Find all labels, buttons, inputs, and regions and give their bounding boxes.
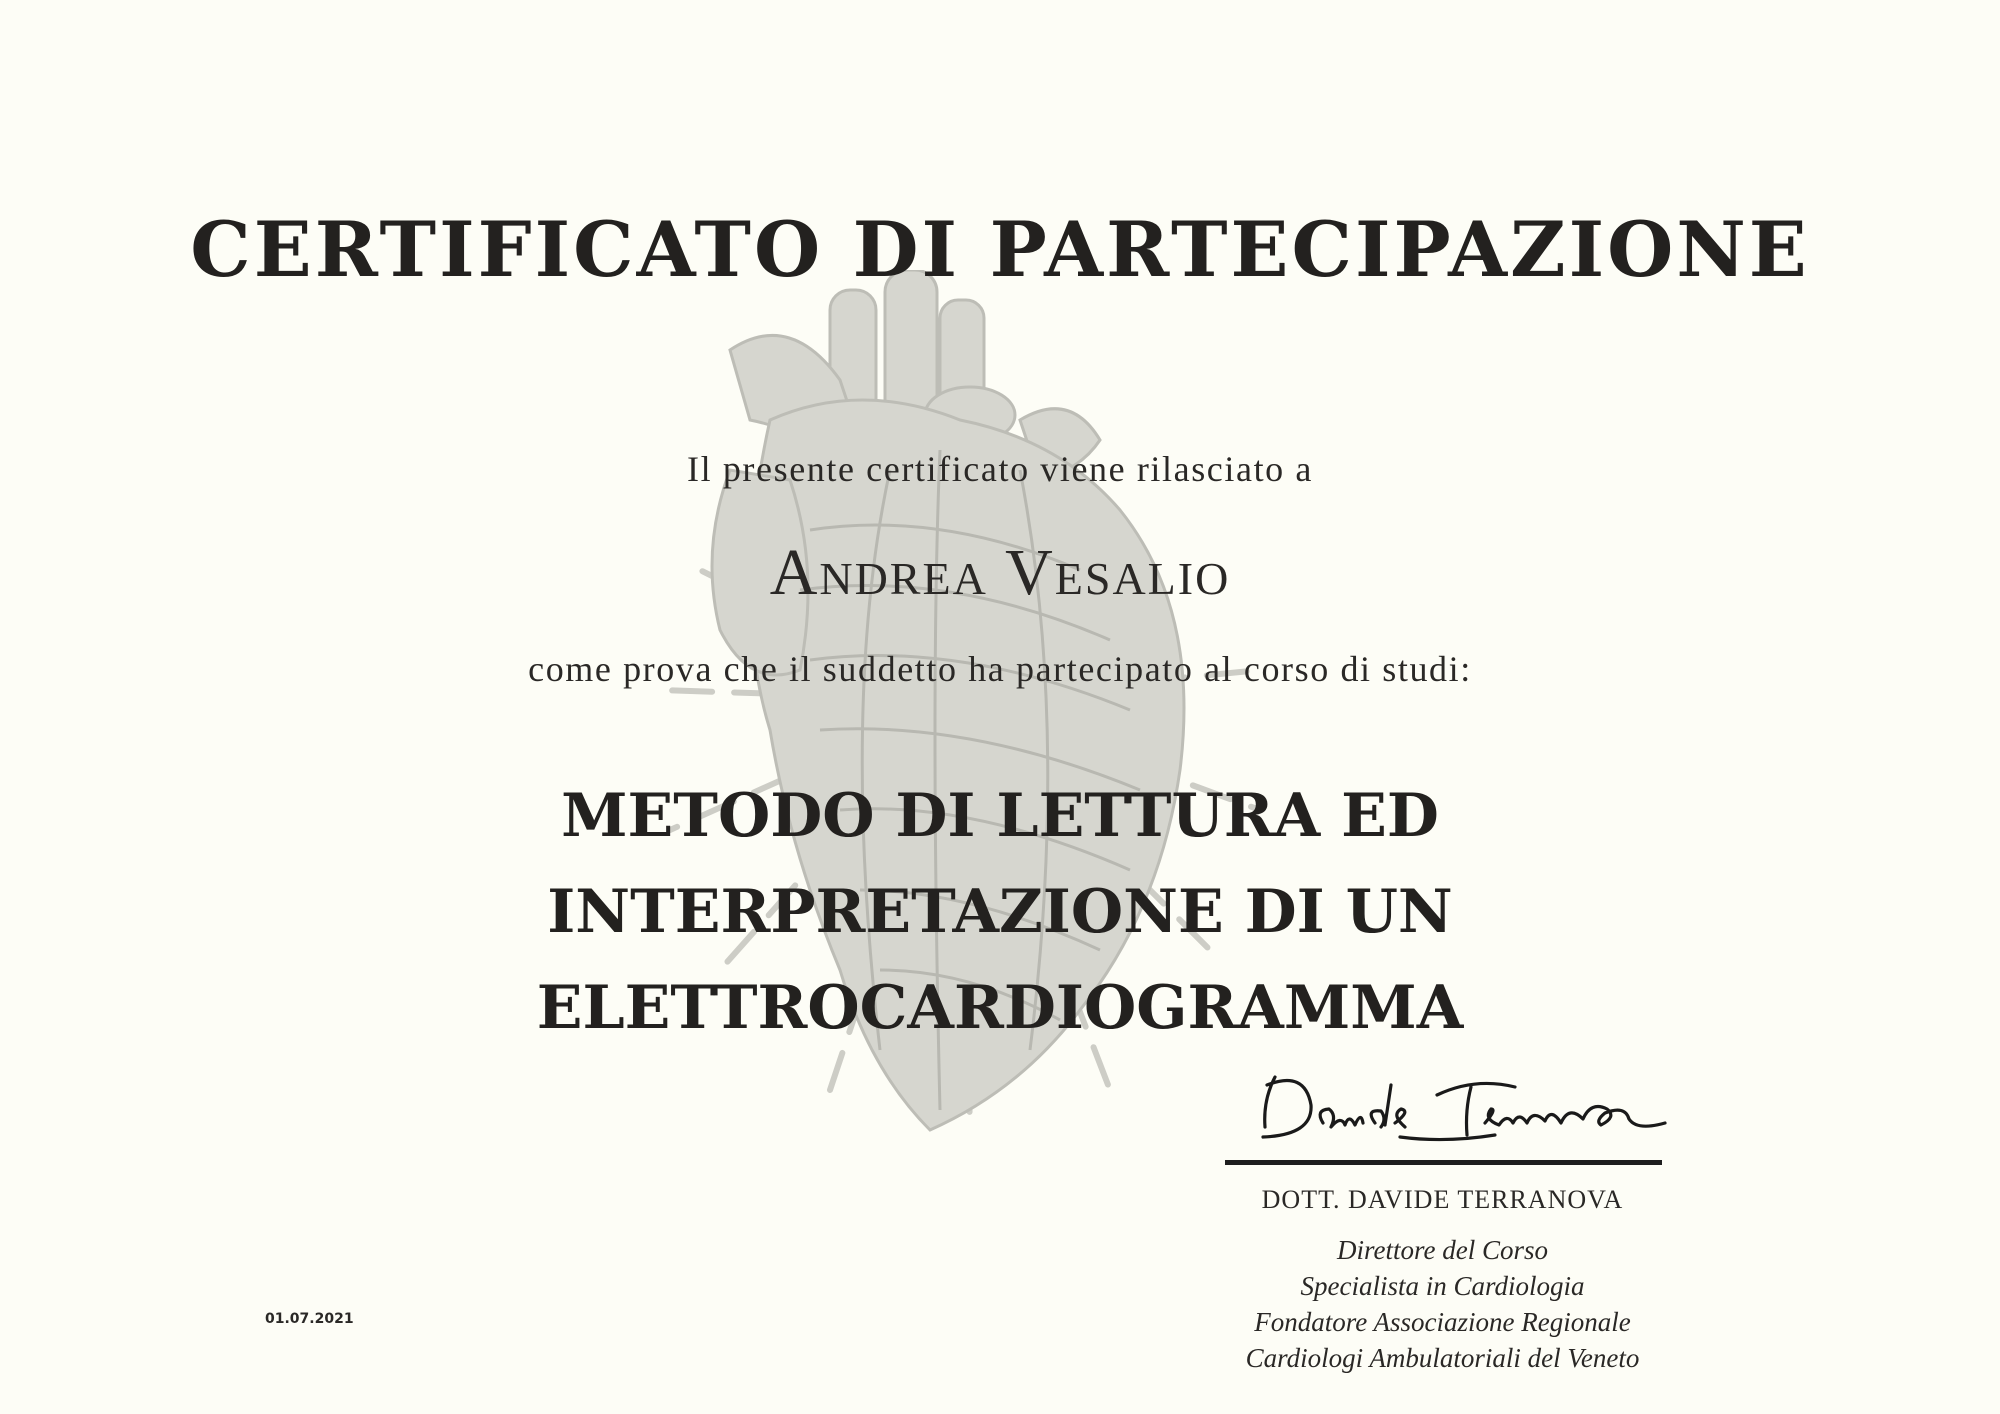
handwritten-signature bbox=[1245, 1065, 1675, 1155]
recipient-name: Andrea Vesalio bbox=[769, 536, 1231, 609]
signer-role: Direttore del Corso bbox=[1337, 1235, 1548, 1265]
signer-role: Fondatore Associazione Regionale bbox=[1254, 1307, 1631, 1337]
signer-role: Cardiologi Ambulatoriali del Veneto bbox=[1245, 1343, 1640, 1373]
certificate-date: 01.07.2021 bbox=[265, 1311, 354, 1327]
intro-text: Il presente certificato viene rilasciato a bbox=[687, 449, 1313, 489]
course-title bbox=[450, 768, 1550, 1056]
signer-role: Specialista in Cardiologia bbox=[1300, 1271, 1585, 1301]
course-title-line: METODO DI LETTURA ED bbox=[561, 781, 1439, 851]
certificate-title: CERTIFICATO DI PARTECIPAZIONE bbox=[190, 205, 1810, 294]
course-title-line: INTERPRETAZIONE DI UN bbox=[547, 877, 1453, 947]
signature-line bbox=[1225, 1160, 1662, 1165]
signer-roles bbox=[1160, 1232, 1725, 1376]
proof-text: come prova che il suddetto ha partecipato al corso di studi: bbox=[528, 649, 1472, 689]
signer-name: DOTT. DAVIDE TERRANOVA bbox=[1261, 1185, 1624, 1214]
course-title-line: ELETTROCARDIOGRAMMA bbox=[536, 973, 1464, 1043]
